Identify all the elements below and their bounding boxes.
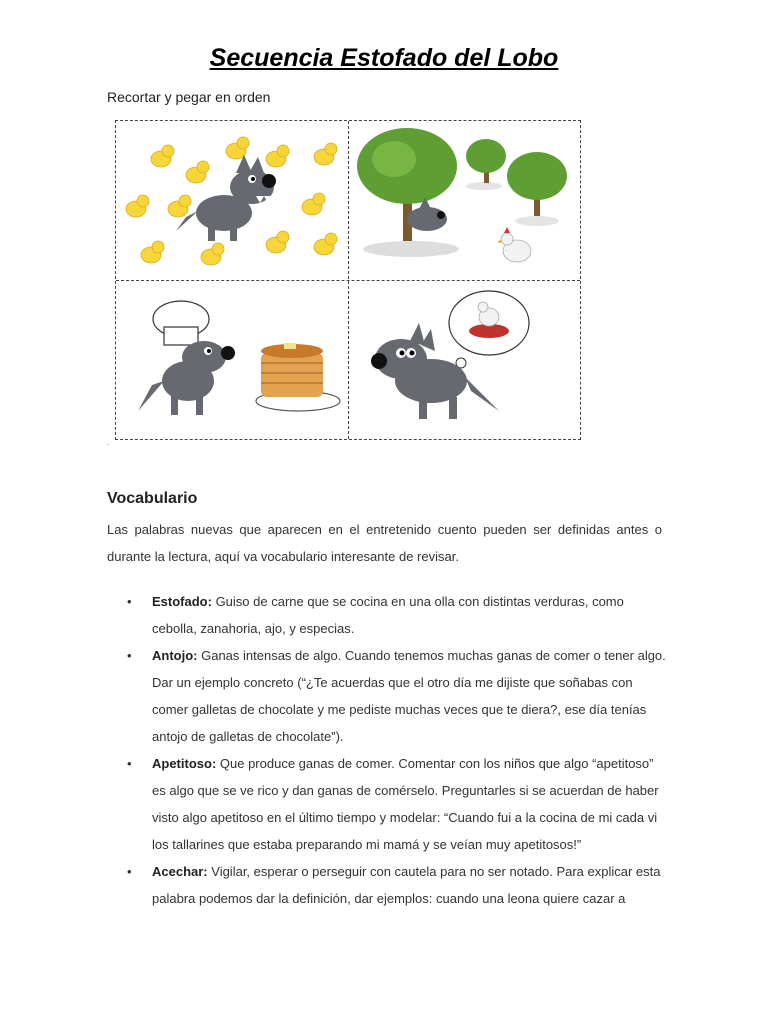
vocab-definition: Que produce ganas de comer. Comentar con los niños que algo “apetitoso” es algo que se ve rico y dan ganas de comérselo. Preguntarles si se acuerdan de haber visto algo apetitoso en el último tiempo y modelar: “Cuando fui a la cocina de mi cada vi los tallarines que estaba preparando mi mamá y se veían muy apetitosos!” bbox=[152, 756, 659, 852]
vocab-term: Antojo: bbox=[152, 648, 198, 663]
list-item bbox=[107, 858, 667, 912]
wolf-icon bbox=[138, 341, 226, 415]
pancakes-icon bbox=[256, 343, 340, 411]
thought-bubble-icon bbox=[449, 291, 529, 376]
chef-hat-icon bbox=[153, 301, 209, 345]
hen-icon bbox=[497, 227, 531, 262]
vocab-definition: Guiso de carne que se cocina en una olla con distintas verduras, como cebolla, zanahoria, ajo, y especias. bbox=[152, 594, 624, 636]
panel-wolf-watching-hen bbox=[349, 121, 581, 280]
vocab-term: Acechar: bbox=[152, 864, 208, 879]
vocab-definition: Ganas intensas de algo. Cuando tenemos muchas ganas de comer o tener algo. Dar un ejemplo concreto (“¿Te acuerdas que el otro día me dijiste que soñabas con comer galletas de chocolate y me pediste muchas veces que te diera?, ese día tenías antojo de galletas de chocolate”). bbox=[152, 648, 666, 744]
wolf-chef-pancakes-illustration bbox=[116, 281, 348, 440]
wolf-thinking-stew-illustration bbox=[349, 281, 581, 440]
instructions: Recortar y pegar en orden bbox=[107, 89, 271, 105]
wolf-watching-hen-illustration bbox=[349, 121, 581, 280]
cutout-sequence-grid bbox=[115, 120, 581, 440]
vocab-definition: Vigilar, esperar o perseguir con cautela para no ser notado. Para explicar esta palabra podemos dar la definición, dar ejemplos: cuando una leona quiere cazar a bbox=[152, 864, 661, 906]
list-item bbox=[107, 588, 667, 642]
vocabulary-heading: Vocabulario bbox=[107, 490, 198, 507]
small-tree-icon bbox=[466, 139, 506, 183]
panel-wolf-thinking-stew bbox=[349, 281, 581, 440]
vocab-term: Estofado: bbox=[152, 594, 212, 609]
panel-wolf-with-chicks bbox=[116, 121, 348, 280]
page-title: Secuencia Estofado del Lobo bbox=[209, 44, 559, 72]
separator-dot: . bbox=[107, 437, 110, 447]
vocabulary-list bbox=[107, 588, 667, 912]
panel-wolf-chef-pancakes bbox=[116, 281, 348, 440]
list-item bbox=[107, 750, 667, 858]
list-item bbox=[107, 642, 667, 750]
wolf-with-chicks-illustration bbox=[116, 121, 348, 280]
vocab-term: Apetitoso: bbox=[152, 756, 217, 771]
small-tree-icon bbox=[507, 152, 567, 216]
vocabulary-intro: Las palabras nuevas que aparecen en el entretenido cuento pueden ser definidas antes o durante la lectura, aquí va vocabulario interesante de revisar. bbox=[107, 522, 662, 564]
